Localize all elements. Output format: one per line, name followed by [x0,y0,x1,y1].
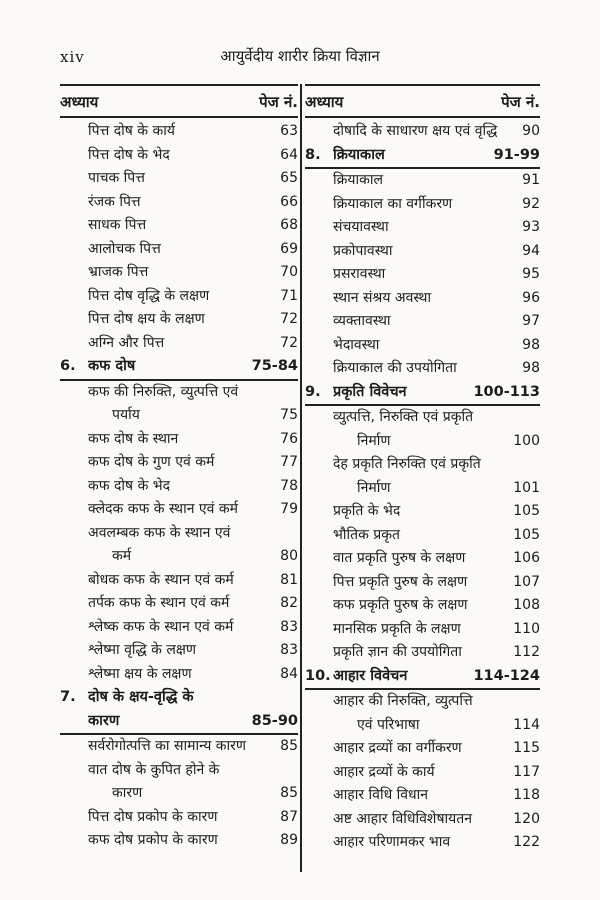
entry-title: क्रियाकाल की उपयोगिता [333,360,457,376]
toc-entry [305,714,540,738]
chapter-entry [60,686,298,710]
toc-entry [60,782,298,806]
toc-entry [60,545,298,569]
chapter-number: 8. [305,146,321,163]
toc-entry [305,120,540,144]
entry-page: 85-90 [251,712,298,729]
entry-title: आहार विधि विधान [333,787,429,803]
chapter-number: 10. [305,667,331,684]
toc-entry [60,144,298,168]
toc-entry [60,332,298,356]
entry-title: कर्म [112,548,132,564]
entry-title: प्रकृति ज्ञान की उपयोगिता [333,644,462,660]
toc-entry [60,829,298,853]
entry-title: मानसिक प्रकृति के लक्षण [333,620,461,637]
toc-entry [305,784,540,808]
entry-page: 83 [280,618,298,635]
entry-title: निर्माण [357,479,391,496]
entry-title: स्थान संश्रय अवस्था [333,289,432,306]
entry-title: प्रकृति विवेचन [333,383,407,400]
toc-entry [305,690,540,714]
entry-page: 66 [280,193,298,210]
toc-entry [60,663,298,687]
toc-entry [60,120,298,144]
entry-title: कारण [88,712,120,729]
entry-page: 76 [280,430,298,447]
running-header-title: आयुर्वेदीय शारीर क्रिया विज्ञान [220,47,380,65]
entry-page: 91-99 [493,146,540,163]
entry-title: अष्ट आहार विधिविशेषायतन [333,810,473,827]
entry-title: देह प्रकृति निरुक्ति एवं प्रकृति [333,456,481,472]
toc-entry [305,406,540,430]
column-heading [305,88,540,116]
entry-page: 72 [280,311,298,327]
entry-title: कारण [112,785,143,801]
entry-title: प्रकोपावस्था [333,242,393,259]
entry-title: व्युत्पत्ति, निरुक्ति एवं प्रकृति [333,409,474,425]
entry-page: 68 [280,217,298,233]
rule-under-heading [60,116,298,118]
toc-entry [60,569,298,593]
toc-entry [305,500,540,524]
entry-title: क्रियाकाल का वर्गीकरण [333,195,453,212]
toc-entry [305,477,540,501]
entry-title: आहार की निरुक्ति, व्युत्पत्ति [333,693,473,709]
entry-title: अवलम्बक कफ के स्थान एवं [88,524,231,541]
entry-page: 100-113 [473,383,540,400]
entry-title: भ्राजक पित्त [88,264,149,280]
entry-title: भेदावस्था [333,336,380,353]
toc-entry [60,806,298,830]
toc-entry [305,761,540,785]
entry-title: सर्वरोगोत्पत्ति का सामान्य कारण [88,738,247,754]
column-heading [60,88,298,116]
entry-page: 84 [280,665,298,682]
toc-entry [305,594,540,618]
entry-page: 118 [513,787,540,803]
entry-page: 115 [513,740,540,756]
entry-title: प्रकृति के भेद [333,503,401,519]
toc-entry [305,524,540,548]
entry-title: दोष के क्षय-वृद्धि के [88,689,194,705]
toc-entry [60,592,298,616]
chapter-entry [60,710,298,736]
toc-entry [60,759,298,783]
entry-page: 89 [280,832,298,848]
entry-page: 117 [513,763,540,780]
entry-title: बोधक कफ के स्थान एवं कर्म [88,571,234,588]
entry-title: कफ की निरुक्ति, व्युत्पत्ति एवं [88,383,239,400]
entry-title: आलोचक पित्त [88,240,161,257]
toc-entry [305,287,540,311]
entry-title: भौतिक प्रकृत [333,526,400,543]
toc-entry [305,808,540,832]
entry-title: कफ दोष के स्थान [88,430,179,447]
page-number-roman: xiv [60,48,85,66]
entry-title: रंजक पित्त [88,193,141,210]
chapter-number: 9. [305,383,321,400]
entry-page: 93 [522,219,540,235]
entry-list [305,120,540,855]
entry-title: कफ दोष प्रकोप के कारण [88,832,218,848]
toc-entry [305,618,540,642]
entry-page: 65 [280,170,298,186]
entry-title: प्रसरावस्था [333,266,386,282]
toc-entry [60,404,298,428]
entry-page: 120 [513,810,540,827]
entry-page: 78 [280,477,298,494]
entry-page: 112 [513,644,540,660]
entry-title: पित्त प्रकृति पुरुष के लक्षण [333,573,468,590]
toc-entry [305,216,540,240]
entry-page: 110 [513,620,540,637]
toc-entry [305,263,540,287]
toc-entry [60,498,298,522]
entry-title: श्लेष्मा वृद्धि के लक्षण [88,642,197,658]
entry-page: 100 [513,432,540,449]
toc-entry [60,285,298,309]
toc-entry [60,451,298,475]
entry-title: निर्माण [357,432,391,449]
entry-title: आहार द्रव्यों के कार्य [333,763,435,780]
entry-page: 75-84 [251,358,298,374]
entry-title: पित्त दोष क्षय के लक्षण [88,311,205,327]
rule-top [305,84,540,86]
entry-title: संचयावस्था [333,219,389,235]
entry-title: कफ दोष [88,358,136,374]
toc-entry [60,261,298,285]
entry-page: 85 [280,738,298,754]
toc-entry [60,214,298,238]
entry-title: कफ दोष के भेद [88,477,171,494]
toc-entry [305,453,540,477]
entry-page: 95 [522,266,540,282]
heading-chapter: अध्याय [60,93,99,111]
entry-title: व्यक्तावस्था [333,313,391,329]
toc-entry [305,357,540,381]
entry-page: 71 [280,287,298,304]
entry-list [60,120,298,853]
toc-entry [60,428,298,452]
chapter-entry [305,665,540,691]
chapter-entry [305,144,540,170]
entry-page: 81 [280,571,298,588]
entry-page: 114 [513,716,540,733]
entry-page: 122 [513,834,540,850]
toc-column-right [305,84,540,855]
column-divider [300,84,302,872]
toc-entry [305,430,540,454]
entry-title: कफ दोष के गुण एवं कर्म [88,454,215,470]
entry-title: पर्याय [112,407,140,423]
entry-page: 80 [280,548,298,564]
toc-entry [305,831,540,855]
entry-page: 70 [280,264,298,280]
entry-page: 101 [513,479,540,496]
entry-title: क्लेदक कफ के स्थान एवं कर्म [88,501,239,517]
entry-title: आहार परिणामकर भाव [333,834,451,850]
chapter-number: 6. [60,358,76,374]
toc-entry [305,193,540,217]
entry-title: एवं परिभाषा [357,716,420,733]
entry-page: 75 [280,407,298,423]
toc-entry [305,169,540,193]
chapter-number: 7. [60,689,76,705]
entry-title: श्लेष्मा क्षय के लक्षण [88,665,192,682]
entry-page: 87 [280,808,298,825]
entry-page: 69 [280,240,298,257]
entry-title: श्लेष्क कफ के स्थान एवं कर्म [88,618,234,635]
entry-title: दोषादि के साधारण क्षय एवं वृद्धि [333,123,498,139]
entry-page: 64 [280,146,298,163]
entry-page: 105 [513,503,540,519]
entry-title: पित्त दोष के भेद [88,146,170,163]
entry-page: 63 [280,123,298,139]
chapter-entry [60,355,298,381]
entry-page: 94 [522,242,540,259]
toc-entry [60,522,298,546]
entry-page: 79 [280,501,298,517]
toc-entry [60,191,298,215]
entry-page: 91 [522,172,540,188]
entry-title: क्रियाकाल [333,146,385,163]
entry-page: 98 [522,360,540,376]
entry-page: 106 [513,550,540,566]
entry-page: 98 [522,336,540,353]
entry-page: 107 [513,573,540,590]
heading-page: पेज नं. [259,93,298,111]
toc-column-left [60,84,298,853]
entry-page: 97 [522,313,540,329]
toc-entry [60,381,298,405]
entry-title: वात दोष के कुपित होने के [88,761,220,778]
entry-page: 108 [513,597,540,613]
entry-page: 114-124 [473,667,540,684]
entry-page: 77 [280,454,298,470]
toc-entry [305,240,540,264]
entry-page: 72 [280,334,298,351]
entry-page: 82 [280,595,298,611]
toc-entry [305,571,540,595]
entry-title: पाचक पित्त [88,170,145,186]
toc-entry [305,641,540,665]
entry-page: 85 [280,785,298,801]
entry-title: पित्त दोष वृद्धि के लक्षण [88,287,210,304]
rule-top [60,84,298,86]
toc-entry [60,616,298,640]
entry-title: आहार द्रव्यों का वर्गीकरण [333,740,462,756]
rule-under-heading [305,116,540,118]
entry-page: 105 [513,526,540,543]
toc-entry [60,475,298,499]
entry-title: तर्पक कफ के स्थान एवं कर्म [88,595,230,611]
entry-title: वात प्रकृति पुरुष के लक्षण [333,550,466,566]
toc-entry [305,737,540,761]
entry-title: पित्त दोष प्रकोप के कारण [88,808,218,825]
entry-title: अग्नि और पित्त [88,334,165,351]
entry-title: क्रियाकाल [333,172,383,188]
toc-entry [305,310,540,334]
heading-page: पेज नं. [501,93,540,111]
toc-entry [60,167,298,191]
heading-chapter: अध्याय [305,93,344,111]
entry-title: आहार विवेचन [333,667,408,684]
toc-entry [60,308,298,332]
entry-title: पित्त दोष के कार्य [88,123,176,139]
entry-title: कफ प्रकृति पुरुष के लक्षण [333,597,468,613]
entry-page: 96 [522,289,540,306]
toc-entry [60,238,298,262]
entry-title: साधक पित्त [88,217,147,233]
toc-entry [60,735,298,759]
entry-page: 92 [522,195,540,212]
toc-entry [305,547,540,571]
chapter-entry [305,381,540,407]
toc-entry [305,334,540,358]
entry-page: 90 [522,123,540,139]
toc-entry [60,639,298,663]
entry-page: 83 [280,642,298,658]
